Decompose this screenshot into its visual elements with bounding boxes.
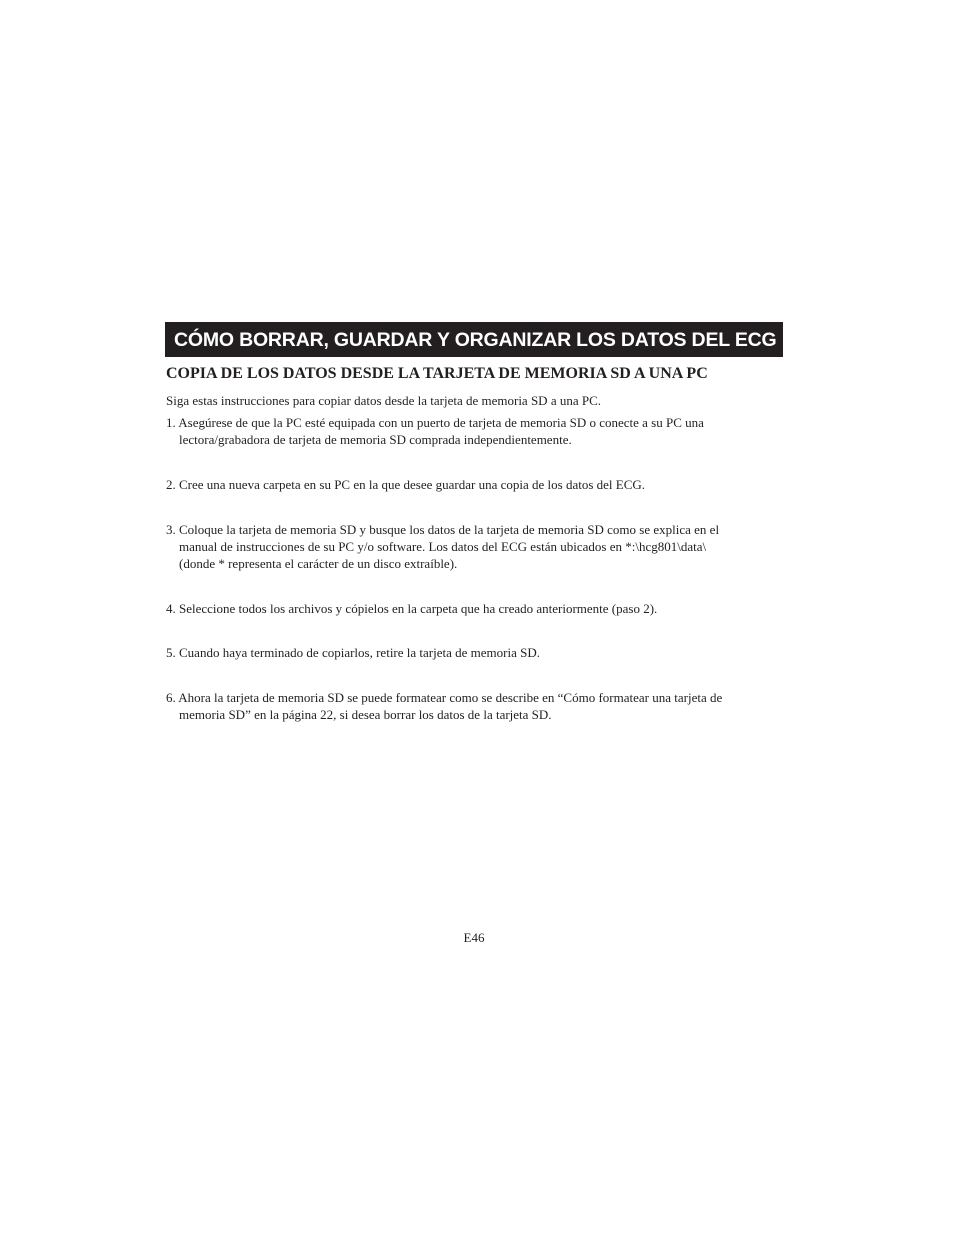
step-1-line-2: lectora/grabadora de tarjeta de memoria SD comprada independientemente. xyxy=(179,432,572,447)
step-3-line-3: (donde * representa el carácter de un disco extraíble). xyxy=(179,556,458,571)
page-number: E46 xyxy=(463,930,485,945)
step-6-line-2: memoria SD” en la página 22, si desea borrar los datos de la tarjeta SD. xyxy=(179,707,552,722)
step-5-line-1: 5. Cuando haya terminado de copiarlos, retire la tarjeta de memoria SD. xyxy=(166,645,540,660)
step-3-line-1: 3. Coloque la tarjeta de memoria SD y busque los datos de la tarjeta de memoria SD como se explica en el xyxy=(166,522,720,537)
step-1-line-1: 1. Asegúrese de que la PC esté equipada con un puerto de tarjeta de memoria SD o conecte a su PC una xyxy=(166,415,704,430)
step-6 xyxy=(166,689,786,723)
step-3-line-2: manual de instrucciones de su PC y/o software. Los datos del ECG están ubicados en *:\hcg801\data\ xyxy=(179,539,707,554)
step-2-line-1: 2. Cree una nueva carpeta en su PC en la que desee guardar una copia de los datos del ECG. xyxy=(166,477,646,492)
section-banner-title: CÓMO BORRAR, GUARDAR Y ORGANIZAR LOS DATOS DEL ECG xyxy=(165,322,783,357)
step-4-line-1: 4. Seleccione todos los archivos y cópielos en la carpeta que ha creado anteriormente (paso 2). xyxy=(166,601,658,616)
step-4 xyxy=(166,600,786,617)
section-subtitle: COPIA DE LOS DATOS DESDE LA TARJETA DE MEMORIA SD A UNA PC xyxy=(166,365,708,382)
step-2 xyxy=(166,476,786,493)
intro-paragraph: Siga estas instrucciones para copiar datos desde la tarjeta de memoria SD a una PC. xyxy=(166,393,602,408)
step-1 xyxy=(166,414,786,448)
step-6-line-1: 6. Ahora la tarjeta de memoria SD se puede formatear como se describe en “Cómo formatear una tarjeta de xyxy=(166,690,723,705)
step-5 xyxy=(166,644,786,661)
step-3 xyxy=(166,521,786,572)
